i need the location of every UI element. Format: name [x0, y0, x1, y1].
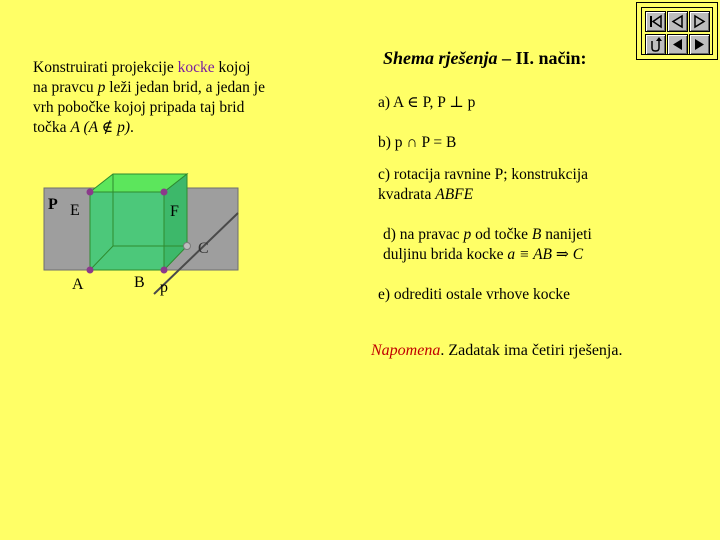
- label-F: F: [170, 203, 179, 220]
- step-b: b) p ∩ P = B: [378, 134, 457, 151]
- next-slide-icon[interactable]: [689, 11, 710, 32]
- label-B: B: [134, 274, 145, 291]
- step-d: d) na pravac p od točke B nanijeti duljinu brida kocke a ≡ AB ⇒ C: [383, 226, 592, 263]
- first-slide-icon[interactable]: [645, 11, 666, 32]
- label-A: A: [72, 276, 84, 293]
- step-e: e) odrediti ostale vrhove kocke: [378, 286, 570, 303]
- point-B: [161, 267, 168, 274]
- label-C: C: [198, 240, 209, 257]
- task-line-4: točka A (A ∉ p).: [33, 119, 134, 136]
- label-P: P: [48, 196, 58, 213]
- solution-heading: Shema rješenja – II. način:: [383, 48, 587, 68]
- task-line-3: vrh pobočke kojoj pripada taj brid: [33, 99, 245, 116]
- return-icon[interactable]: [645, 34, 666, 55]
- point-A: [87, 267, 94, 274]
- label-p: p: [160, 279, 168, 296]
- previous-slide-icon[interactable]: [667, 11, 688, 32]
- back-icon[interactable]: [667, 34, 688, 55]
- task-line-2: na pravcu p leži jedan brid, a jedan je: [33, 79, 265, 96]
- step-c: c) rotacija ravnine P; konstrukcija kvadrata ABFE: [378, 166, 589, 203]
- forward-icon[interactable]: [689, 34, 710, 55]
- cube-word: kocke: [177, 59, 215, 76]
- slide-navigation: [636, 2, 718, 60]
- point-C: [184, 243, 191, 250]
- label-E: E: [70, 202, 80, 219]
- note: Napomena. Zadatak ima četiri rješenja.: [371, 342, 623, 359]
- cube-diagram: [30, 170, 240, 305]
- step-a: a) A ∈ P, P ⊥ p: [378, 94, 476, 111]
- task-text: [33, 58, 323, 138]
- task-line-1: Konstruirati projekcije kocke kojoj: [33, 59, 251, 76]
- point-E: [87, 189, 94, 196]
- point-F: [161, 189, 168, 196]
